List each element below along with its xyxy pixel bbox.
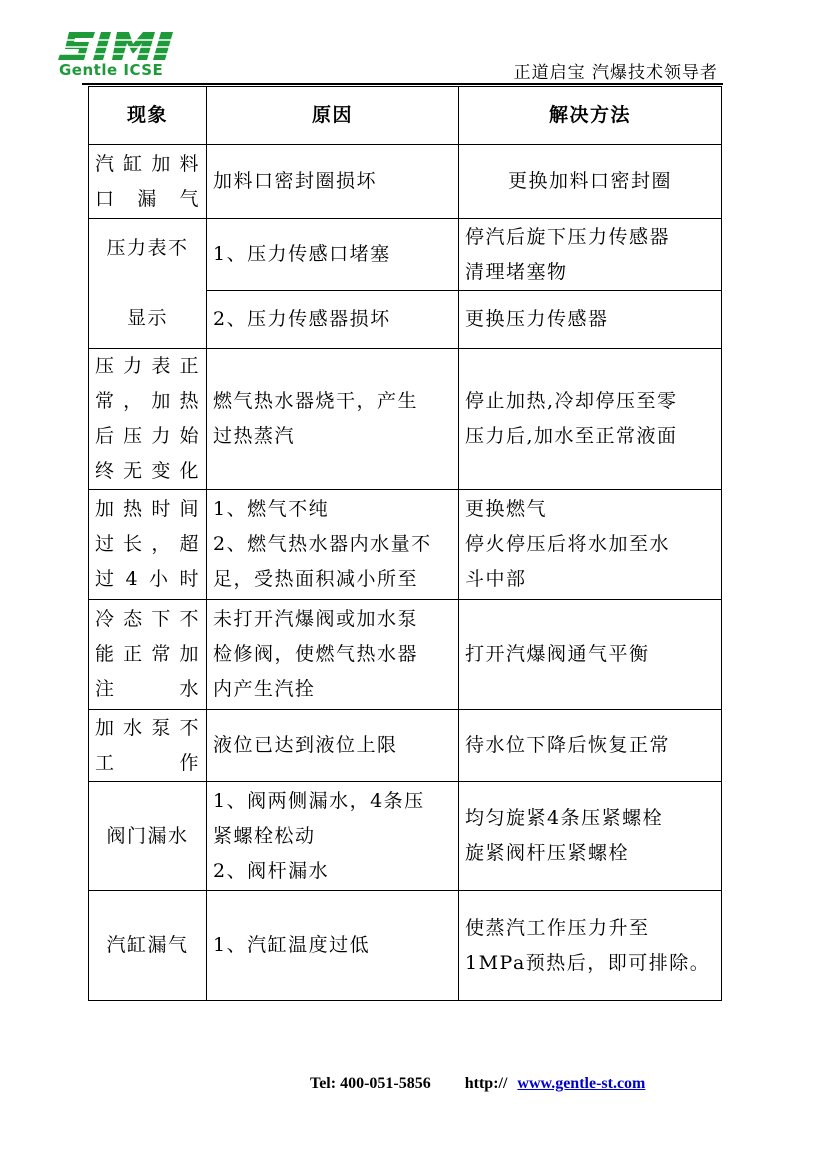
header-divider <box>82 83 723 85</box>
troubleshooting-table <box>88 86 722 1001</box>
table-header-row <box>89 87 722 145</box>
solution-cell: 待水位下降后恢复正常 <box>459 710 722 782</box>
solution-cell: 更换加料口密封圈 <box>459 145 722 219</box>
table-row <box>89 710 722 782</box>
solution-cell: 打开汽爆阀通气平衡 <box>459 600 722 710</box>
phenomenon-cell: 压力表不 显示 <box>89 219 207 349</box>
cause-cell: 1、阀两侧漏水，4条压 紧螺栓松动 2、阀杆漏水 <box>207 782 459 891</box>
cause-cell: 1、汽缸温度过低 <box>207 891 459 1001</box>
solution-cell: 停汽后旋下压力传感器 清理堵塞物 <box>459 219 722 291</box>
table-row <box>89 490 722 600</box>
phenomenon-cell: 汽缸漏气 <box>89 891 207 1001</box>
cause-cell: 未打开汽爆阀或加水泵 检修阀，使燃气热水器 内产生汽拴 <box>207 600 459 710</box>
header-slogan: 正道启宝 汽爆技术领导者 <box>513 63 718 83</box>
cause-cell: 1、压力传感口堵塞 <box>207 219 459 291</box>
footer-http-label: http:// <box>464 1075 508 1092</box>
cause-cell: 1、燃气不纯 2、燃气热水器内水量不 足，受热面积减小所至 <box>207 490 459 600</box>
page-footer <box>310 1075 645 1093</box>
header-solution: 解决方法 <box>459 87 722 145</box>
phenomenon-cell: 阀门漏水 <box>89 782 207 891</box>
table-row <box>89 891 722 1001</box>
table-row <box>89 219 722 291</box>
header-phenomenon: 现象 <box>89 87 207 145</box>
phenomenon-cell: 加热时间 过长，超 过4小时 <box>89 490 207 600</box>
solution-cell: 停止加热,冷却停压至零 压力后,加水至正常液面 <box>459 349 722 490</box>
simi-logo-icon <box>55 30 190 62</box>
phenomenon-cell: 汽缸加料 口漏气 <box>89 145 207 219</box>
table-row <box>89 145 722 219</box>
phenomenon-cell: 加水泵不 工作 <box>89 710 207 782</box>
phenomenon-cell: 压力表正 常，加热 后压力始 终无变化 <box>89 349 207 490</box>
phenomenon-cell: 冷态下不 能正常加 注水 <box>89 600 207 710</box>
cause-cell: 2、压力传感器损坏 <box>207 291 459 349</box>
footer-tel: Tel: 400-051-5856 <box>310 1075 431 1092</box>
cause-cell: 液位已达到液位上限 <box>207 710 459 782</box>
header-cause: 原因 <box>207 87 459 145</box>
cause-cell: 燃气热水器烧干，产生 过热蒸汽 <box>207 349 459 490</box>
solution-cell: 使蒸汽工作压力升至 1MPa预热后，即可排除。 <box>459 891 722 1001</box>
logo-subtitle: Gentle ICSE <box>59 61 164 79</box>
company-logo <box>55 30 190 80</box>
website-link[interactable]: www.gentle-st.com <box>517 1075 646 1092</box>
solution-cell: 均匀旋紧4条压紧螺栓 旋紧阀杆压紧螺栓 <box>459 782 722 891</box>
table-row <box>89 600 722 710</box>
solution-cell: 更换燃气 停火停压后将水加至水 斗中部 <box>459 490 722 600</box>
table-row <box>89 782 722 891</box>
table-row <box>89 349 722 490</box>
solution-cell: 更换压力传感器 <box>459 291 722 349</box>
cause-cell: 加料口密封圈损坏 <box>207 145 459 219</box>
